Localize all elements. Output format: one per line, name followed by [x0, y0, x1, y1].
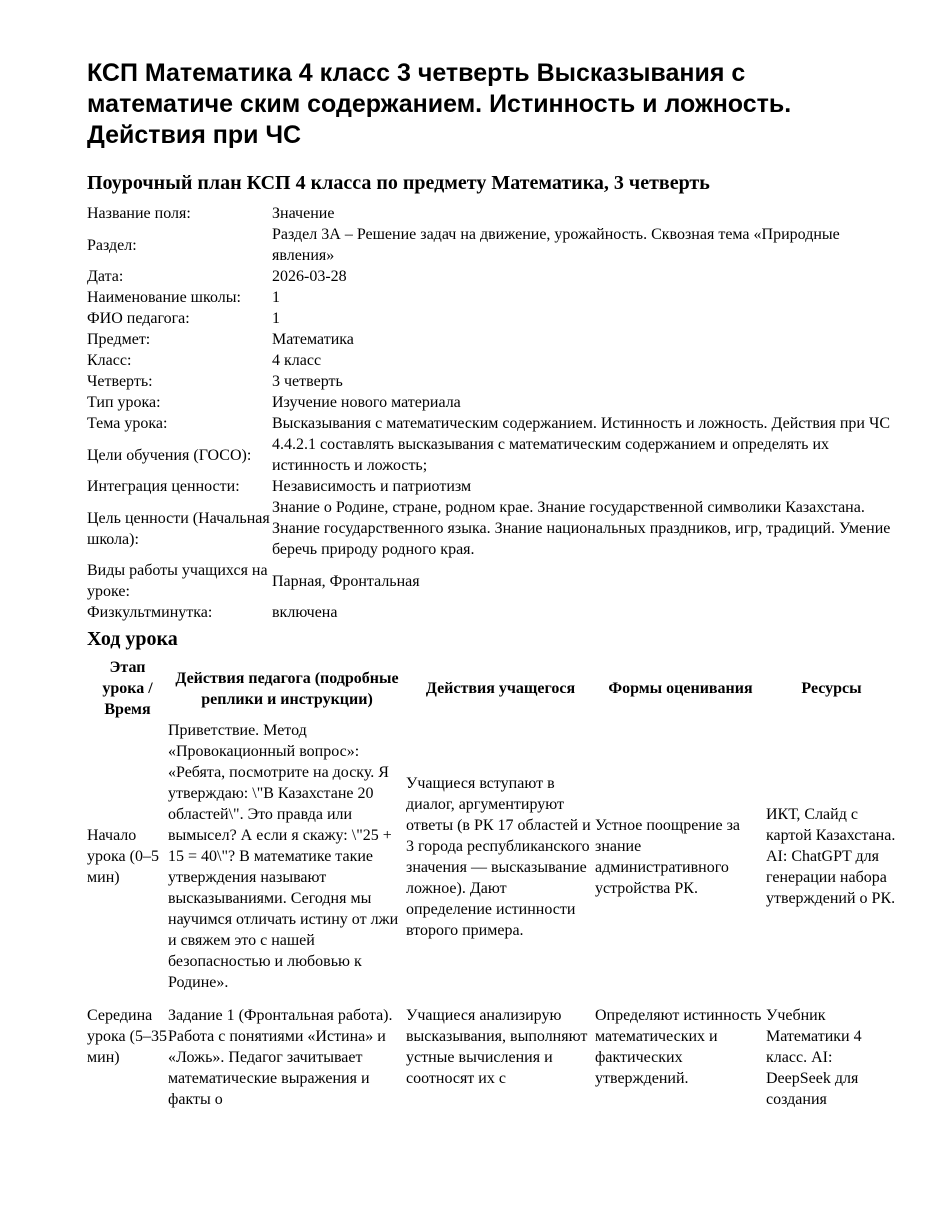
cell-resources: Учебник Математики 4 класс. AI: DeepSeek для создания [766, 1007, 862, 1108]
header-assessment: Формы оценивания [608, 680, 753, 697]
document-page [87, 58, 897, 1110]
meta-row [87, 224, 897, 266]
cell-student: Учащиеся анализирую высказывания, выполняют устные вычисления и соотносят их с [406, 1007, 588, 1087]
table-row [87, 1005, 897, 1110]
meta-row [87, 266, 897, 287]
meta-row [87, 434, 897, 476]
meta-key: Название поля: [87, 205, 191, 222]
cell-resources: ИКТ, Слайд с картой Казахстана. AI: ChatGPT для генерации набора утверждений о РК. [766, 806, 896, 907]
meta-value: Независимость и патриотизм [272, 478, 472, 495]
meta-key: ФИО педагога: [87, 310, 190, 327]
meta-value: 3 четверть [272, 373, 343, 390]
cell-stage: Начало урока (0–5 мин) [87, 827, 159, 886]
table-row [87, 720, 897, 1005]
meta-row [87, 560, 897, 602]
meta-value: 1 [272, 310, 280, 327]
meta-key: Раздел: [87, 236, 137, 254]
meta-value: Знание о Родине, стране, родном крае. Знание государственной символики Казахстана. Знание государственного языка. Знание национальных праздников, игр, традиций. Умение беречь природу родного края. [272, 499, 891, 558]
header-resources: Ресурсы [801, 680, 862, 697]
meta-table [87, 203, 897, 623]
meta-value: включена [272, 604, 338, 621]
meta-value: 4 класс [272, 352, 322, 369]
cell-stage: Середина урока (5–35 мин) [87, 1007, 167, 1066]
cell-teacher: Задание 1 (Фронтальная работа). Работа с понятиями «Истина» и «Ложь». Педагог зачитывает математические выражения и факты о [168, 1007, 393, 1108]
meta-row [87, 329, 897, 350]
cell-assessment: Определяют истинность математических и фактических утверждений. [595, 1007, 762, 1087]
meta-row [87, 350, 897, 371]
meta-value: Высказывания с математическим содержанием. Истинность и ложность. Действия при ЧС [272, 415, 891, 432]
meta-value: Изучение нового материала [272, 394, 461, 411]
meta-key: Виды работы учащихся на уроке: [87, 562, 268, 600]
meta-key: Тема урока: [87, 415, 168, 432]
meta-row [87, 392, 897, 413]
cell-student: Учащиеся вступают в диалог, аргументируют ответы (в РК 17 областей и 3 города республиканского значения — высказывание ложное). Дают определение истинности второго примера. [406, 774, 591, 939]
meta-value: 2026-03-28 [272, 268, 347, 285]
meta-key: Интеграция ценности: [87, 478, 240, 495]
meta-key: Физкультминутка: [87, 604, 213, 621]
meta-value: 1 [272, 289, 280, 306]
header-stage: Этап урока / Время [102, 659, 153, 718]
meta-header-row [87, 203, 897, 224]
meta-key: Наименование школы: [87, 289, 241, 306]
meta-value: Значение [272, 205, 335, 222]
meta-row [87, 497, 897, 560]
meta-value: Математика [272, 331, 354, 348]
lesson-table [87, 657, 897, 1110]
cell-teacher: Приветствие. Метод «Провокационный вопрос»: «Ребята, посмотрите на доску. Я утверждаю: \"В Казахстане 20 областей\". Это правда или вымысел? А если я скажу: \"25 + 15 = 40\"? В математике такие утверждения называют высказываниями. Сегодня мы научимся отличать истину от лжи и свяжем это с нашей безопасностью и любовью к Родине». [168, 722, 399, 991]
meta-row [87, 308, 897, 329]
header-student: Действия учащегося [425, 680, 576, 697]
meta-key: Цели обучения (ГОСО): [87, 446, 252, 464]
meta-value: 4.4.2.1 составлять высказывания с математическим содержанием и определять их истинность и ложость; [272, 436, 830, 474]
meta-key: Цель ценности (Начальная школа): [87, 509, 270, 548]
meta-row [87, 287, 897, 308]
meta-key: Тип урока: [87, 394, 161, 411]
meta-key: Дата: [87, 268, 124, 285]
meta-key: Класс: [87, 352, 132, 369]
meta-row [87, 371, 897, 392]
meta-row [87, 413, 897, 434]
meta-key: Предмет: [87, 331, 151, 348]
course-heading: Ход урока [87, 628, 178, 650]
meta-key: Четверть: [87, 373, 153, 390]
lesson-header-row [87, 657, 897, 720]
plan-heading: Поурочный план КСП 4 класса по предмету Математика, 3 четверть [87, 172, 710, 194]
meta-row [87, 602, 897, 623]
header-teacher: Действия педагога (подробные реплики и инструкции) [175, 669, 399, 708]
cell-assessment: Устное поощрение за знание административного устройства РК. [595, 816, 740, 897]
meta-value: Раздел 3А – Решение задач на движение, урожайность. Сквозная тема «Природные явления» [272, 226, 840, 264]
document-title: КСП Математика 4 класс 3 четверть Высказывания с математиче ским содержанием. Истинность и ложность. Действия при ЧС [87, 59, 792, 149]
meta-row [87, 476, 897, 497]
meta-value: Парная, Фронтальная [272, 572, 420, 590]
